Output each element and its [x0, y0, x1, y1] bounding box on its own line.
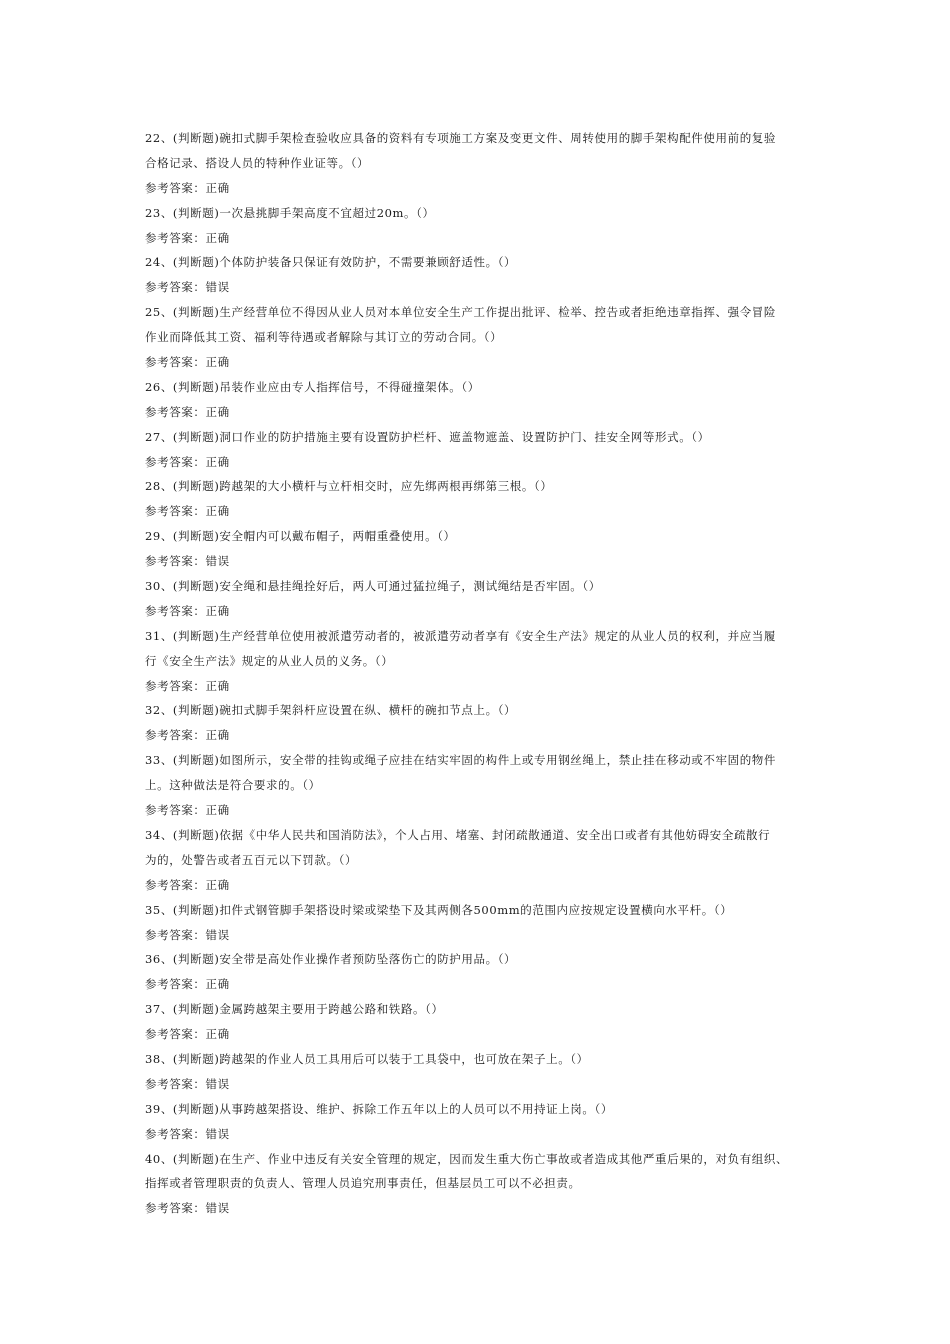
- answer-text: 参考答案：正确: [145, 877, 230, 892]
- question-item: [145, 823, 815, 898]
- question-item: [145, 574, 815, 624]
- question-item: [145, 474, 815, 524]
- question-text: 合格记录、搭设人员的特种作业证等。（）: [145, 155, 370, 170]
- question-text: 30、(判断题)安全绳和悬挂绳拴好后，两人可通过猛拉绳子，测试绳结是否牢固。（）: [145, 579, 601, 594]
- answer-text: 参考答案：正确: [145, 1027, 230, 1042]
- question-item: [145, 624, 815, 699]
- answer-text: 参考答案：正确: [145, 504, 230, 519]
- question-text: 24、(判断题)个体防护装备只保证有效防护，不需要兼顾舒适性。（）: [145, 255, 517, 270]
- question-text: 28、(判断题)跨越架的大小横杆与立杆相交时，应先绑两根再绑第三根。（）: [145, 479, 553, 494]
- question-item: [145, 748, 815, 823]
- question-text: 37、(判断题)金属跨越架主要用于跨越公路和铁路。（）: [145, 1002, 444, 1017]
- answer-text: 参考答案：正确: [145, 603, 230, 618]
- question-item: [145, 698, 815, 748]
- question-text: 33、(判断题)如图所示，安全带的挂钩或绳子应挂在结实牢固的构件上或专用钢丝绳上，禁止挂在移动或不牢固的物件: [145, 753, 776, 768]
- question-text: 25、(判断题)生产经营单位不得因从业人员对本单位安全生产工作提出批评、检举、控告或者拒绝违章指挥、强令冒险: [145, 305, 776, 320]
- question-text: 26、(判断题)吊装作业应由专人指挥信号，不得碰撞架体。（）: [145, 379, 480, 394]
- answer-text: 参考答案：错误: [145, 927, 230, 942]
- question-item: [145, 425, 815, 475]
- question-text: 40、(判断题)在生产、作业中违反有关安全管理的规定，因而发生重大伤亡事故或者造成其他严重后果的，对负有组织、: [145, 1151, 789, 1166]
- question-text: 32、(判断题)碗扣式脚手架斜杆应设置在纵、横杆的碗扣节点上。（）: [145, 703, 517, 718]
- answer-text: 参考答案：正确: [145, 977, 230, 992]
- question-text: 39、(判断题)从事跨越架搭设、维护、拆除工作五年以上的人员可以不用持证上岗。（）: [145, 1101, 613, 1116]
- answer-text: 参考答案：错误: [145, 1126, 230, 1141]
- answer-text: 参考答案：错误: [145, 280, 230, 295]
- question-text: 作业而降低其工资、福利等待遇或者解除与其订立的劳动合同。（）: [145, 330, 503, 345]
- question-text: 22、(判断题)碗扣式脚手架检查验收应具备的资料有专项施工方案及变更文件、周转使用的脚手架构配件使用前的复验: [145, 131, 776, 145]
- question-item: [145, 375, 815, 425]
- answer-text: 参考答案：正确: [145, 230, 230, 245]
- question-item: [145, 524, 815, 574]
- question-item: [145, 1097, 815, 1147]
- question-text: 29、(判断题)安全帽内可以戴布帽子，两帽重叠使用。（）: [145, 529, 456, 544]
- question-list: [145, 126, 815, 1221]
- question-item: [145, 898, 815, 948]
- answer-text: 参考答案：正确: [145, 180, 230, 195]
- question-text: 34、(判断题)依据《中华人民共和国消防法》，个人占用、堵塞、封闭疏散通道、安全出口或者有其他妨碍安全疏散行: [145, 827, 771, 842]
- answer-text: 参考答案：正确: [145, 803, 230, 818]
- question-text: 指挥或者管理职责的负责人、管理人员追究刑事责任，但基层员工可以不必担责。: [145, 1176, 581, 1191]
- question-text: 上。这种做法是符合要求的。（）: [145, 778, 321, 793]
- answer-text: 参考答案：正确: [145, 404, 230, 419]
- question-text: 36、(判断题)安全带是高处作业操作者预防坠落伤亡的防护用品。（）: [145, 952, 517, 967]
- question-text: 27、(判断题)洞口作业的防护措施主要有设置防护栏杆、遮盖物遮盖、设置防护门、挂安全网等形式。（）: [145, 429, 710, 444]
- question-text: 为的，处警告或者五百元以下罚款。（）: [145, 852, 358, 867]
- question-text: 23、(判断题)一次悬挑脚手架高度不宜超过20m。（）: [145, 205, 435, 220]
- question-text: 行《安全生产法》规定的从业人员的义务。（）: [145, 653, 394, 668]
- answer-text: 参考答案：正确: [145, 355, 230, 370]
- question-item: [145, 1147, 815, 1222]
- question-text: 38、(判断题)跨越架的作业人员工具用后可以装于工具袋中，也可放在架子上。（）: [145, 1051, 589, 1066]
- answer-text: 参考答案：正确: [145, 728, 230, 743]
- question-item: [145, 126, 815, 201]
- question-text: 35、(判断题)扣件式钢管脚手架搭设时梁或梁垫下及其两侧各500mm的范围内应按规定设置横向水平杆。（）: [145, 902, 733, 917]
- answer-text: 参考答案：错误: [145, 1076, 230, 1091]
- question-item: [145, 947, 815, 997]
- question-item: [145, 997, 815, 1047]
- answer-text: 参考答案：错误: [145, 1201, 230, 1216]
- answer-text: 参考答案：正确: [145, 454, 230, 469]
- question-item: [145, 300, 815, 375]
- answer-text: 参考答案：正确: [145, 678, 230, 693]
- question-item: [145, 250, 815, 300]
- question-item: [145, 1047, 815, 1097]
- question-text: 31、(判断题)生产经营单位使用被派遣劳动者的，被派遣劳动者享有《安全生产法》规定的从业人员的权利，并应当履: [145, 628, 776, 643]
- answer-text: 参考答案：错误: [145, 554, 230, 569]
- question-item: [145, 201, 815, 251]
